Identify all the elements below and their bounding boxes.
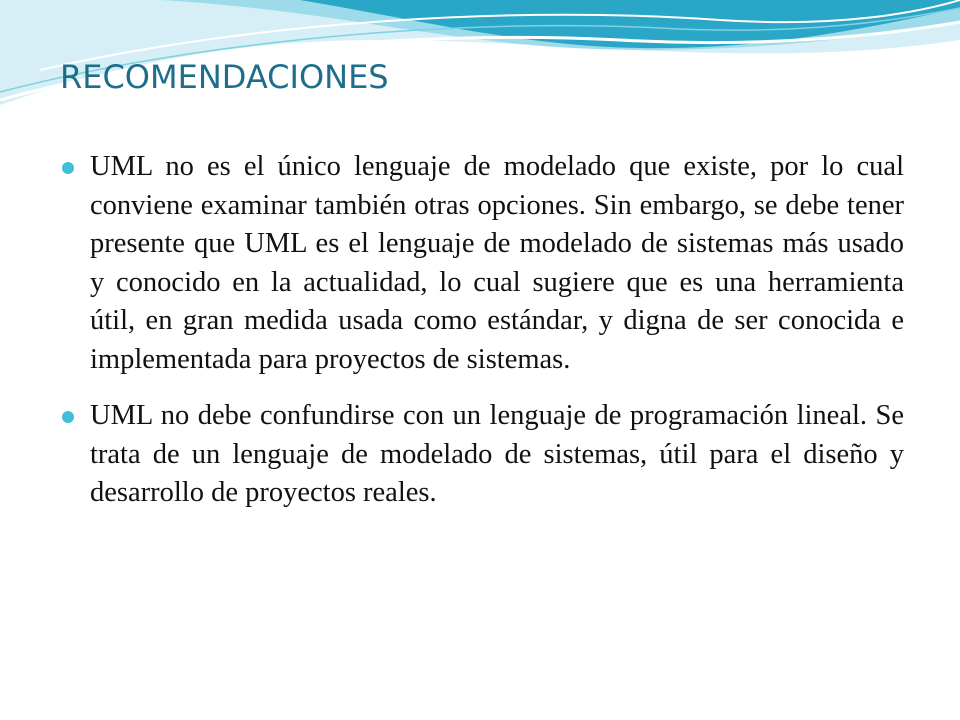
bullet-icon (62, 411, 74, 423)
bullet-item-2 (62, 397, 904, 513)
bullet-icon (62, 162, 74, 174)
slide-title: RECOMENDACIONES (60, 58, 389, 96)
bullet-text-1: UML no es el único lenguaje de modelado que existe, por lo cual conviene examinar también otras opciones. Sin embargo, se debe tener presente que UML es el lenguaje de modelado de sistemas más usado y conocido en la actualidad, lo cual sugiere que es una herramienta útil, en gran medida usada como estándar, y digna de ser conocida e implementada para proyectos de sistemas. (90, 151, 904, 375)
bullet-text-2: UML no debe confundirse con un lenguaje de programación lineal. Se trata de un lenguaje de modelado de sistemas, útil para el diseño y desarrollo de proyectos reales. (90, 400, 904, 508)
bullet-item-1 (62, 148, 904, 379)
bullet-list (62, 148, 904, 531)
